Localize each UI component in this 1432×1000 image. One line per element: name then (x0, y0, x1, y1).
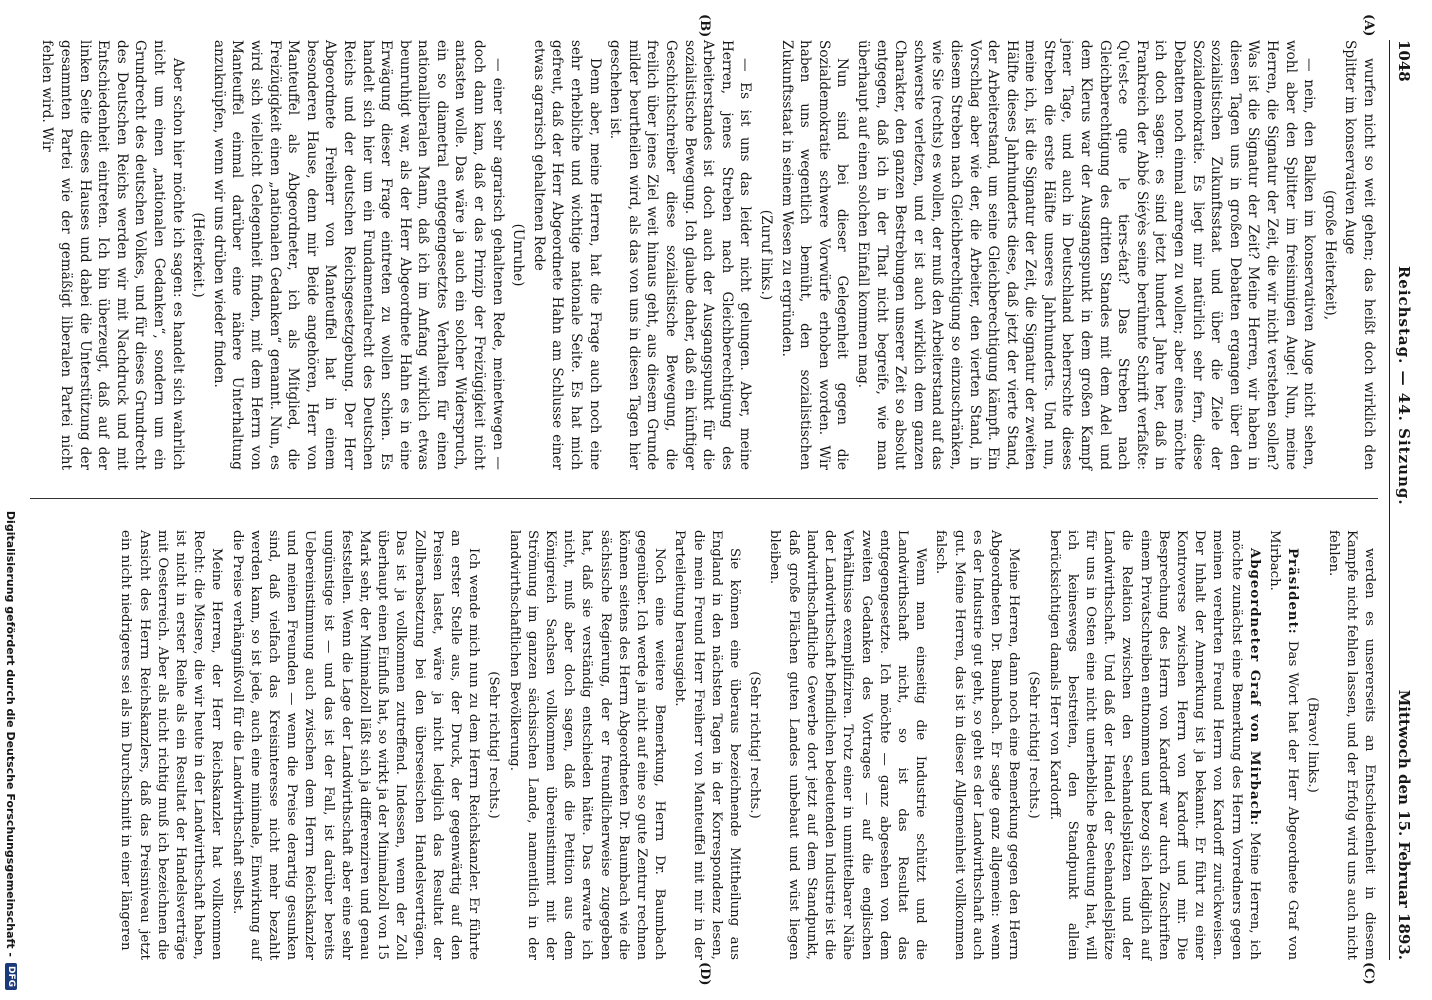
reaction-note: (Sehr richtig! rechts.) (486, 671, 502, 819)
right-column (30, 530, 1378, 960)
footer-note (0, 0, 22, 1000)
margin-mark-d: (D) (697, 962, 712, 986)
paragraph: Sie können eine überaus bezeichnende Mittheilung aus England in den nächsten Tagen in der Korrespondenz lesen, die mein Freund Herr Freiherr von Manteuffel mit mir in der Parteileitung herausgiebt. (672, 530, 743, 960)
paragraph: — einer sehr agrarisch gehaltenen Rede, meinetwegen — doch dann kam, daß er das Prinzip der Freizügigkeit nicht antasten wolle. Das wäre ja auch ein solcher Widerspruch, ein so diametral entgegengesetztes Verhalten für einen nationalliberalen Mann, daß ich im Anfang wirklich etwas beunruhigt war, als der Herr Abgeordnete Hahn es in eine Erwägung dieser Frage eintreten zu wollen schien. Es handelt sich hier um ein Fundamentalrecht des Deutschen Reichs und der deutschen Reichsgesetzgebung. Der Herr Abgeordnete Freiherr von Manteuffel hat in einem besonderen Hause, denn mir Beide angehören, Herr von Manteuffel als Abgeordneter, ich als Mitglied, die Freizügigkeit einen „nationalen Gedanken“ genannt. Nun, es wird sich vielleicht Gelegenheit finden, mit dem Herrn von Manteuffel einmal darüber eine nähere Unterhaltung anzuknüpfen, wenn wir uns drüben wieder finden. (210, 40, 506, 470)
page-header (1389, 40, 1418, 960)
reaction-note: (Sehr richtig! rechts.) (1026, 671, 1042, 819)
paragraph: Ich wende mich nun zu dem Herrn Reichskanzler. Er führte an erster Stelle aus, der Druck, der gegenwärtig auf den Preisen lastet, wäre ja nicht lediglich das Resultat der Zollherabsetzung bei den überseeischen Handelsverträgen. Das ist ja vollkommen zutreffend. Indessen, wenn der Zoll überhaupt einen Einfluß hat, so wirkt ja der Minimalzoll von 15 Mark sehr, der Minimalzoll läßt sich ja differenziren und genau feststellen. Wenn die Lage der Landwirthschaft aber eine sehr ungünstige ist — und das ist der Fall, ist darüber bereits Uebereinstimmung auch zwischen dem Herrn Reichskanzler und meinen Freunden — wenn die Preise derartig gesunken sind, daß vielfach das Kreisinteresse nicht mehr bezahlt werden kann, so ist jede, auch eine minimale, Einwirkung auf die Preise verhängnißvoll für die Landwirthschaft selbst. (229, 530, 482, 960)
paragraph: Denn aber, meine Herren, hat die Frage auch noch eine sehr erhebliche und wichtige nationale Seite. Es hat mich gefreut, daß der Herr Abgeordnete Hahn am Schlusse einer etwas agrarisch gehaltenen Rede (530, 40, 603, 470)
speaker-name: Präsident: (1285, 548, 1301, 635)
margin-mark-c: (C) (1361, 962, 1376, 985)
column-divider (30, 498, 1378, 499)
paragraph: wurfen nicht so weit gehen; das heißt doch wirklich den Splitter im konservativen Auge (1342, 40, 1377, 470)
paragraph: — nein, den Balken im konservativen Auge nicht sehen, wohl aber den Splitter im freisinnigen Auge! Nun, meine Herren, die Signatur der Zeit, die wir nicht verstehen sollen? Was ist die Signatur der Zeit? Meine Herren, wir haben in diesen Tagen uns in großen Debatten ergangen über den sozialistischen Zukunftsstaat und über die Ziele der Sozialdemokratie. Es liegt mir natürlich sehr fern, diese Debatten noch einmal anregen zu wollen; aber eines möchte ich doch sagen: es sind jetzt hundert Jahre her, daß in Frankreich der Abbé Siéyès seine berühmte Schrift verfaßte: Qu'est-ce que le tiers-état? Das Streben nach Gleichberechtigung des dritten Standes mit dem Adel und dem Klerus war der Ausgangspunkt in dem großen Kampf jener Tage, und auch in Deutschland beherrschte dieses Streben die erste Hälfte unseres Jahrhunderts. Und nun, meine ich, ist die Signatur der Zeit, die Signatur der zweiten Hälfte dieses Jahrhunderts diese, daß jetzt der vierte Stand, der Arbeiterstand, um seine Gleichberechtigung kämpft. Ein Vorschlag aber wie der, die Arbeiter, den vierten Stand, in diesem Streben nach Gleichberechtigung so einzuschränken, wie Sie (rechts) es wollen, der muß den Arbeiterstand auf das schwerste verletzen, und er ist auch wirklich dem ganzen Charakter, den ganzen Bestrebungen unserer Zeit so absolut entgegen, daß ich in der That nicht begreife, wie man überhaupt auf einen solchen Einfall kommen mag. (854, 40, 1318, 470)
page-number: 1048 (1395, 40, 1413, 82)
reaction-note: (Zuruf links.) (758, 209, 774, 301)
paragraph: Meine Herren, dann noch eine Bemerkung gegen den Herrn Abgeordneten Dr. Baumbach. Er sagte ganz allgemein: wenn es der Industrie gut geht, so geht es der Landwirthschaft auch gut. Meine Herren, das ist in dieser Allgemeinheit vollkommen falsch. (933, 530, 1022, 960)
margin-mark-a: (A) (1361, 14, 1376, 37)
dfg-logo: DFG (5, 963, 17, 990)
reaction-note: (große Heiterkeit), (1321, 189, 1338, 321)
reaction-note: (Bravo! links.) (1305, 697, 1321, 793)
paragraph (1044, 530, 1262, 960)
speech-text: Meine Herren, ich möchte zunächst eine Bemerkung des Herrn Vorredners gegen meinen verehrten Freund Herrn von Kardorff zurückweisen. Der Inhalt der Anmerkung ist ja bekannt. Er führt zu einer Kontroverse zwischen Herrn von Kardorff und mir. Die Besprechung des Herrn von Kardorff war durch Zuschriften einem Privatschreiben entnommen und bezog sich lediglich auf die Relation zwischen den Seehandelsplätzen und der Landwirthschaft. Und daß der Handel der Seehandelsplätze für uns in Osten eine nicht unerhebliche Bedeutung hat, will ich keineswegs bestreiten, den Standpunkt allein berücksichtigen damals Herr von Kardorff. (1046, 530, 1262, 960)
paragraph: Meine Herren, der Herr Reichskanzler hat vollkommen Recht: die Misere, die wir heute in der Landwirthschaft haben, ist nicht in erster Reihe als ein Resultat der Handelsverträge mit Oesterreich. Aber als nicht richtig muß ich bezeichnen die Ansicht des Herrn Reichskanzlers, daß das Preisniveau jetzt ein nicht niedrigeres sei als im Durchschnitt in einer längeren (118, 530, 225, 960)
paragraph (1265, 530, 1301, 960)
reaction-note: (Heiterkeit.) (190, 212, 207, 298)
paragraph: Noch eine weitere Bemerkung, Herrn Dr. Baumbach gegenüber. Ich werde ja nicht auf eine so gute Zentrur rechnen können seitens des Herrn Abgeordneten Dr. Baumbach wie die sächsische Regierung, der er freundlicherweise zugegeben hat, daß sie verständig entschieden hätte. Das erwarte ich nicht, muß aber doch sagen, daß die Petition aus dem Königreich Sachsen vollkommen übereinstimmt mit der Strömung im ganzen sächsischen Lande, namentlich in der landwirthschaftlichen Bevölkerung. (506, 530, 668, 960)
margin-mark-b: (B) (697, 14, 712, 38)
speaker-name: Abgeordneter Graf von Mirbach: (1246, 548, 1262, 827)
page-title: Reichstag. — 44. Sitzung. (1395, 265, 1413, 506)
paragraph: Wenn man einseitig die Industrie schützt und die Landwirthschaft nicht, so ist das Resultat das entgegengesetzte. Ich möchte — ganz abgesehen von dem zweiten Gedanken des Vortrages — auf die englischen Verhältnisse exemplifiziren. Trotz einer in unmittelbarer Nähe der Landwirthschaft befindlichen bedeutenden Industrie ist die landwirthschaftliche Gewerbe dort jetzt auf dem Standpunkt, daß große Flächen guten Landes unbebaut und wüst liegen bleiben. (767, 530, 929, 960)
paragraph: werden es unsererseits an Entschiedenheit in diesem Kampfe nicht fehlen lassen, und der Erfolg wird uns auch nicht fehlen. (1325, 530, 1377, 960)
reaction-note: (Sehr richtig! rechts.) (747, 671, 763, 819)
speech-text: Das Wort hat der Herr Abgeordnete Graf von Mirbach. (1266, 530, 1301, 961)
paragraph: Aber schon hier möchte ich sagen: es handelt sich wahrlich nicht um einen „nationalen Gedanken“, sondern um ein Grundrecht des deutschen Volkes, und für dieses Grundrecht des Deutschen Reichs werden wir mit Nachdruck und mit Entschiedenheit eintreten. Ich bin überzeugt, daß auf der linken Seite dieses Hauses und dabei die Unterstützung der gesammten Partei wie der gemäßigt liberalen Partei nicht fehlen wird. Wir (39, 40, 186, 470)
footer-text: Digitalisierung gefördert durch die Deutsche Forschungsgemeinschaft - (4, 510, 18, 957)
reaction-note: (Unruhe) (510, 223, 527, 287)
page-date: Mittwoch den 15. Februar 1893. (1395, 689, 1413, 960)
paragraph: Nun sind bei dieser Gelegenheit gegen die Sozialdemokratie schwere Vorwürfe erhoben worden. Wir haben uns wegentlich bemüht, den sozialistischen Zukunftsstaat in seinem Wesen zu ergründen. (778, 40, 851, 470)
left-column (30, 40, 1378, 470)
paragraph: — Es ist uns das leider nicht gelungen. Aber, meine Herren, jenes Streben nach Gleichberechtigung des Arbeiterstandes ist doch auch der Ausgangspunkt für die sozialistische Bewegung. Ich glaube daher, daß ein künftiger Geschichtschreiber diese sozialistische Bewegung, die freilich über jenes Ziel weit hinaus geht, aus diesem Grunde milder beurtheilen wird, als das von uns in diesen Tagen hier geschehen ist. (607, 40, 754, 470)
